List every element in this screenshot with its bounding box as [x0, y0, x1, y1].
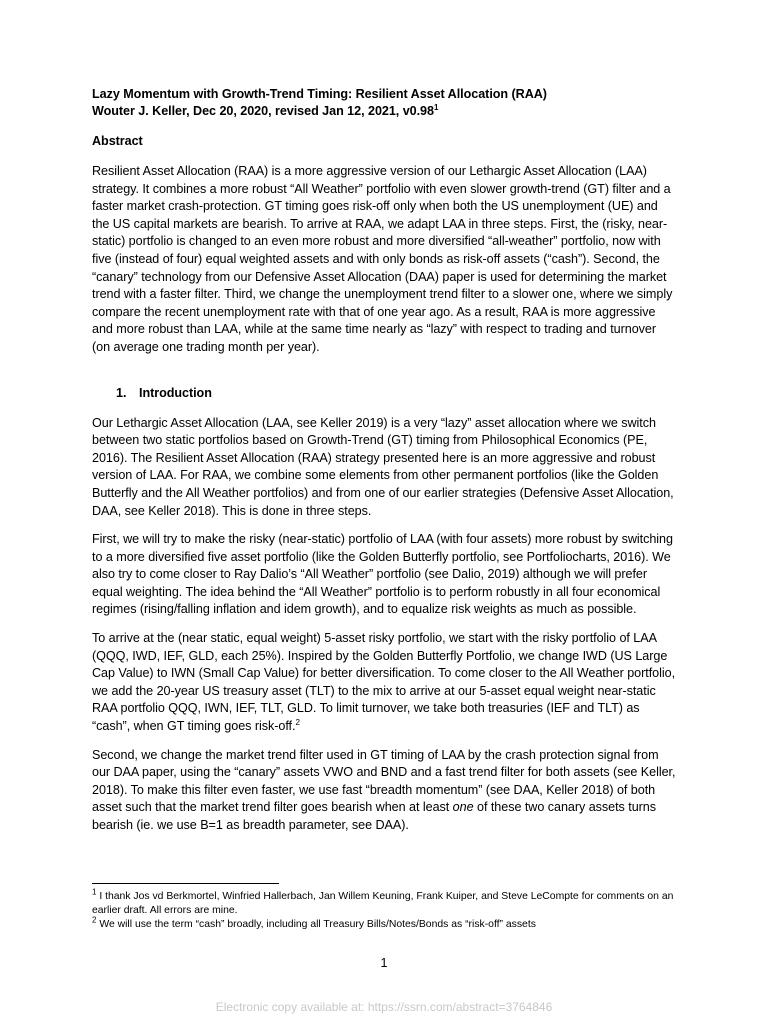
footnote-mark: 2: [92, 915, 97, 925]
paper-title: [92, 86, 676, 103]
section-title: Introduction: [139, 385, 212, 400]
section-number: 1.: [116, 385, 127, 400]
paragraph-text: Second, we change the market trend filter used in GT timing of LAA by the crash protection signal from our DAA paper, using the “canary” assets VWO and BND and a fast trend filter for both assets (see Keller, 2018). To make this filter even faster, we use fast “breadth momentum” (see DAA, Keller 2018) of both asset such that the market trend filter goes bearish when at least: [92, 747, 676, 815]
footnote-divider: [92, 883, 279, 884]
paragraph-text: of these two canary assets turns bearish (ie. we use B=1 as breadth parameter, see DAA).: [92, 800, 656, 832]
footnote-mark: 1: [92, 887, 97, 897]
author-line: [92, 103, 676, 120]
footnote-text: We will use the term “cash” broadly, including all Treasury Bills/Notes/Bonds as “risk-off” assets: [96, 919, 536, 931]
abstract-text: Resilient Asset Allocation (RAA) is a more aggressive version of our Lethargic Asset Allocation (LAA) strategy. It combines a more robust “All Weather” portfolio with even slower growth-trend (GT) filter and a faster market crash-protection. GT timing goes risk-off only when both the US unemployment (UE) and the US capital markets are bearish. To arrive at RAA, we adapt LAA in three steps. First, the (risky, near-static) portfolio is changed to an even more robust and more diversified “all-weather” portfolio, now with five (instead of four) equal weighted assets and with only bonds as risk-off assets (“cash”). Second, the “canary” technology from our Defensive Asset Allocation (DAA) paper is used for determining the market trend with a faster filter. Third, we change the unemployment trend filter to a slower one, where we simply compare the recent unemployment rate with that of one year ago. As a result, RAA is more aggressive and more robust than LAA, while at the same time nearly as “lazy” with respect to trading and turnover (on average one trading month per year).: [92, 164, 673, 354]
footnote-ref[interactable]: 2: [295, 717, 300, 727]
abstract-heading: Abstract: [92, 134, 143, 148]
section-heading: [92, 385, 676, 402]
intro-paragraph-4: [92, 747, 676, 835]
emphasis-text: one: [452, 800, 474, 815]
title-line: Lazy Momentum with Growth-Trend Timing: Resilient Asset Allocation (RAA): [92, 87, 547, 101]
author-text: Wouter J. Keller, Dec 20, 2020, revised Jan 12, 2021, v0.98: [92, 104, 434, 118]
intro-paragraph-3: [92, 630, 676, 736]
page-number: 1: [380, 956, 388, 970]
footnote-2: [92, 915, 692, 932]
ssrn-footer-link[interactable]: Electronic copy available at: https://ssrn.com/abstract=3764846: [215, 1000, 553, 1014]
intro-paragraph-1: Our Lethargic Asset Allocation (LAA, see Keller 2019) is a very “lazy” asset allocation where we switch between two static portfolios based on Growth-Trend (GT) timing from Philosophical Economics (PE, 2016). The Resilient Asset Allocation (RAA) strategy presented here is an more aggressive and robust version of LAA. For RAA, we combine some elements from other permanent portfolios (like the Golden Butterfly and the All Weather portfolios) and from one of our earlier strategies (Defensive Asset Allocation, DAA, see Keller 2018). This is done in three steps.: [92, 415, 674, 518]
intro-paragraph-2: First, we will try to make the risky (near-static) portfolio of LAA (with four assets) more robust by switching to a more diversified five asset portfolio (like the Golden Butterfly portfolio, see Portfoliocharts, 2016). We also try to come closer to Ray Dalio’s “All Weather” portfolio (see Dalio, 2019) although we will prefer equal weighting. The idea behind the “All Weather” portfolio is to perform robustly in all four economical regimes (rising/falling inflation and idem growth), and to equalize risk weights as much as possible.: [92, 532, 673, 617]
main-content: [92, 86, 676, 835]
paragraph-text: To arrive at the (near static, equal weight) 5-asset risky portfolio, we start with the risky portfolio of LAA (QQQ, IWD, IEF, GLD, each 25%). Inspired by the Golden Butterfly Portfolio, we change IWD (US Large Cap Value) to IWN (Small Cap Value) for better diversification. To come closer to the All Weather portfolio, we add the 20-year US treasury asset (TLT) to the mix to arrive at our 5-asset equal weight near-static RAA portfolio QQQ, IWN, IEF, TLT, GLD. To limit turnover, we take both treasuries (IEF and TLT) as “cash”, when GT timing goes risk-off.: [92, 631, 676, 734]
footnote-ref[interactable]: 1: [433, 102, 439, 112]
footnote-text: I thank Jos vd Berkmortel, Winfried Hallerbach, Jan Willem Keuning, Frank Kuiper, and Steve LeCompte for comments on an earlier draft. All errors are mine.: [92, 891, 674, 917]
footnote-1: [92, 887, 692, 918]
footnotes: [92, 887, 692, 933]
